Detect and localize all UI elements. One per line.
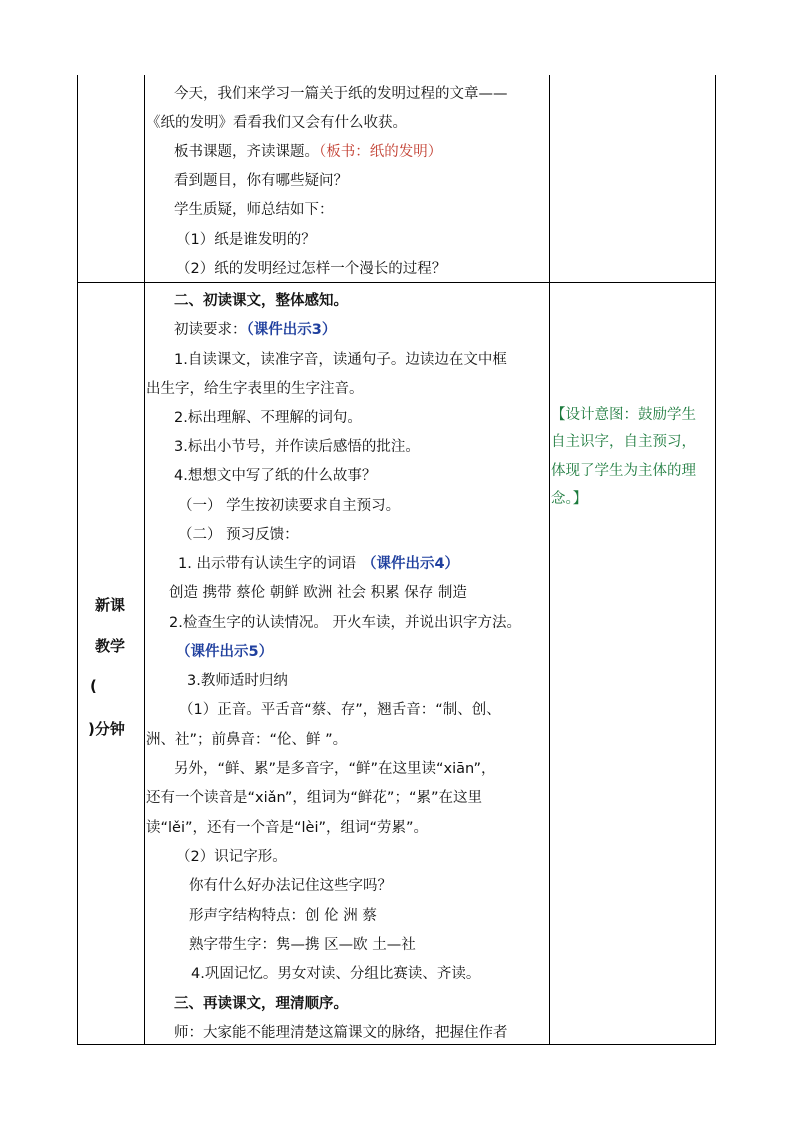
pron-line-1b: 洲、社”；前鼻音：“伦、鲜 ”。	[146, 732, 348, 748]
feedback-3: 3.教师适时归纳	[187, 673, 288, 689]
heading-two: 二、初读课文，整体感知。	[174, 293, 348, 309]
reading-requirements	[174, 320, 336, 340]
intro-line-4: 看到题目，你有哪些疑问？	[174, 173, 348, 189]
step-one: （一） 学生按初读要求自主预习。	[178, 498, 401, 514]
shape-heading: （2）识记字形。	[176, 849, 287, 865]
board-note: （板书：纸的发明）	[319, 144, 443, 160]
section-label-line3: (	[90, 677, 97, 695]
intro-line-3	[174, 142, 442, 162]
section-label-line4: )分钟	[88, 720, 125, 738]
feedback-2-ppt: （课件出示5）	[176, 644, 274, 660]
vocab-words: 创造 携带 蔡伦 朝鲜 欧洲 社会 积累 保存 制造	[169, 585, 467, 601]
table-border-bottom	[77, 1044, 716, 1045]
feedback-2: 2.检查生字的认读情况。 开火车读，并说出识字方法。	[169, 615, 521, 631]
req-item-1a: 1.自读课文，读准字音，读通句子。边读边在文中框	[174, 352, 507, 368]
shape-phonetic: 形声字结构特点：创 伦 洲 蔡	[189, 908, 377, 924]
design-note-line3: 体现了学生为主体的理	[551, 463, 696, 479]
table-border-right	[715, 75, 716, 1045]
intro-line-7: （2）纸的发明经过怎样一个漫长的过程？	[176, 261, 447, 277]
pron-line-1a: （1）正音。平舌音“蔡、存”，翘舌音：“制、创、	[179, 702, 501, 718]
design-note-line2: 自主识字，自主预习，	[551, 434, 696, 450]
design-note-line1: 【设计意图：鼓励学生	[551, 407, 696, 423]
pron-line-2a: 另外，“鲜、累”是多音字，“鲜”在这里读“xiān”，	[174, 761, 496, 777]
table-row-divider	[77, 282, 716, 283]
intro-line-2: 《纸的发明》看看我们又会有什么收获。	[146, 115, 407, 131]
intro-line-6: （1）纸是谁发明的？	[176, 232, 316, 248]
req-ppt: （课件出示3）	[246, 322, 337, 338]
intro-line-5: 学生质疑，师总结如下：	[174, 202, 334, 218]
req-item-3: 3.标出小节号，并作读后感悟的批注。	[174, 439, 420, 455]
table-border-col2	[549, 75, 550, 1045]
feedback-1-text: 1. 出示带有认读生字的词语	[178, 556, 356, 572]
feedback-1-ppt: （课件出示4）	[361, 556, 460, 572]
pron-line-2c: 读“lěi”，还有一个音是“lèi”，组词“劳累”。	[146, 820, 429, 836]
feedback-4: 4.巩固记忆。男女对读、分组比赛读、齐读。	[191, 966, 481, 982]
req-item-4: 4.想想文中写了纸的什么故事？	[174, 468, 377, 484]
board-title-text: 板书课题，齐读课题。	[174, 144, 319, 160]
feedback-1	[178, 554, 459, 574]
last-line: 师：大家能不能理清楚这篇课文的脉络，把握住作者	[174, 1025, 508, 1041]
pron-line-2b: 还有一个读音是“xiǎn”，组词为“鲜花”；“累”在这里	[146, 790, 482, 806]
shape-question: 你有什么好办法记住这些字吗？	[189, 878, 392, 894]
intro-line-1: 今天，我们来学习一篇关于纸的发明过程的文章——	[174, 86, 508, 102]
section-label-line1: 新课	[95, 596, 126, 614]
section-label-line2: 教学	[95, 637, 126, 655]
table-border-left	[77, 75, 78, 1045]
heading-three: 三、再读课文，理清顺序。	[174, 996, 348, 1012]
shape-familiar: 熟字带生字：隽—携 区—欧 土—社	[189, 937, 416, 953]
design-note-line4: 念。】	[551, 491, 588, 507]
step-two: （二） 预习反馈：	[178, 527, 299, 543]
req-label: 初读要求：	[174, 322, 247, 338]
req-item-2: 2.标出理解、不理解的词句。	[174, 410, 362, 426]
req-item-1b: 出生字，给生字表里的生字注音。	[146, 381, 364, 397]
table-border-col1	[144, 75, 145, 1045]
